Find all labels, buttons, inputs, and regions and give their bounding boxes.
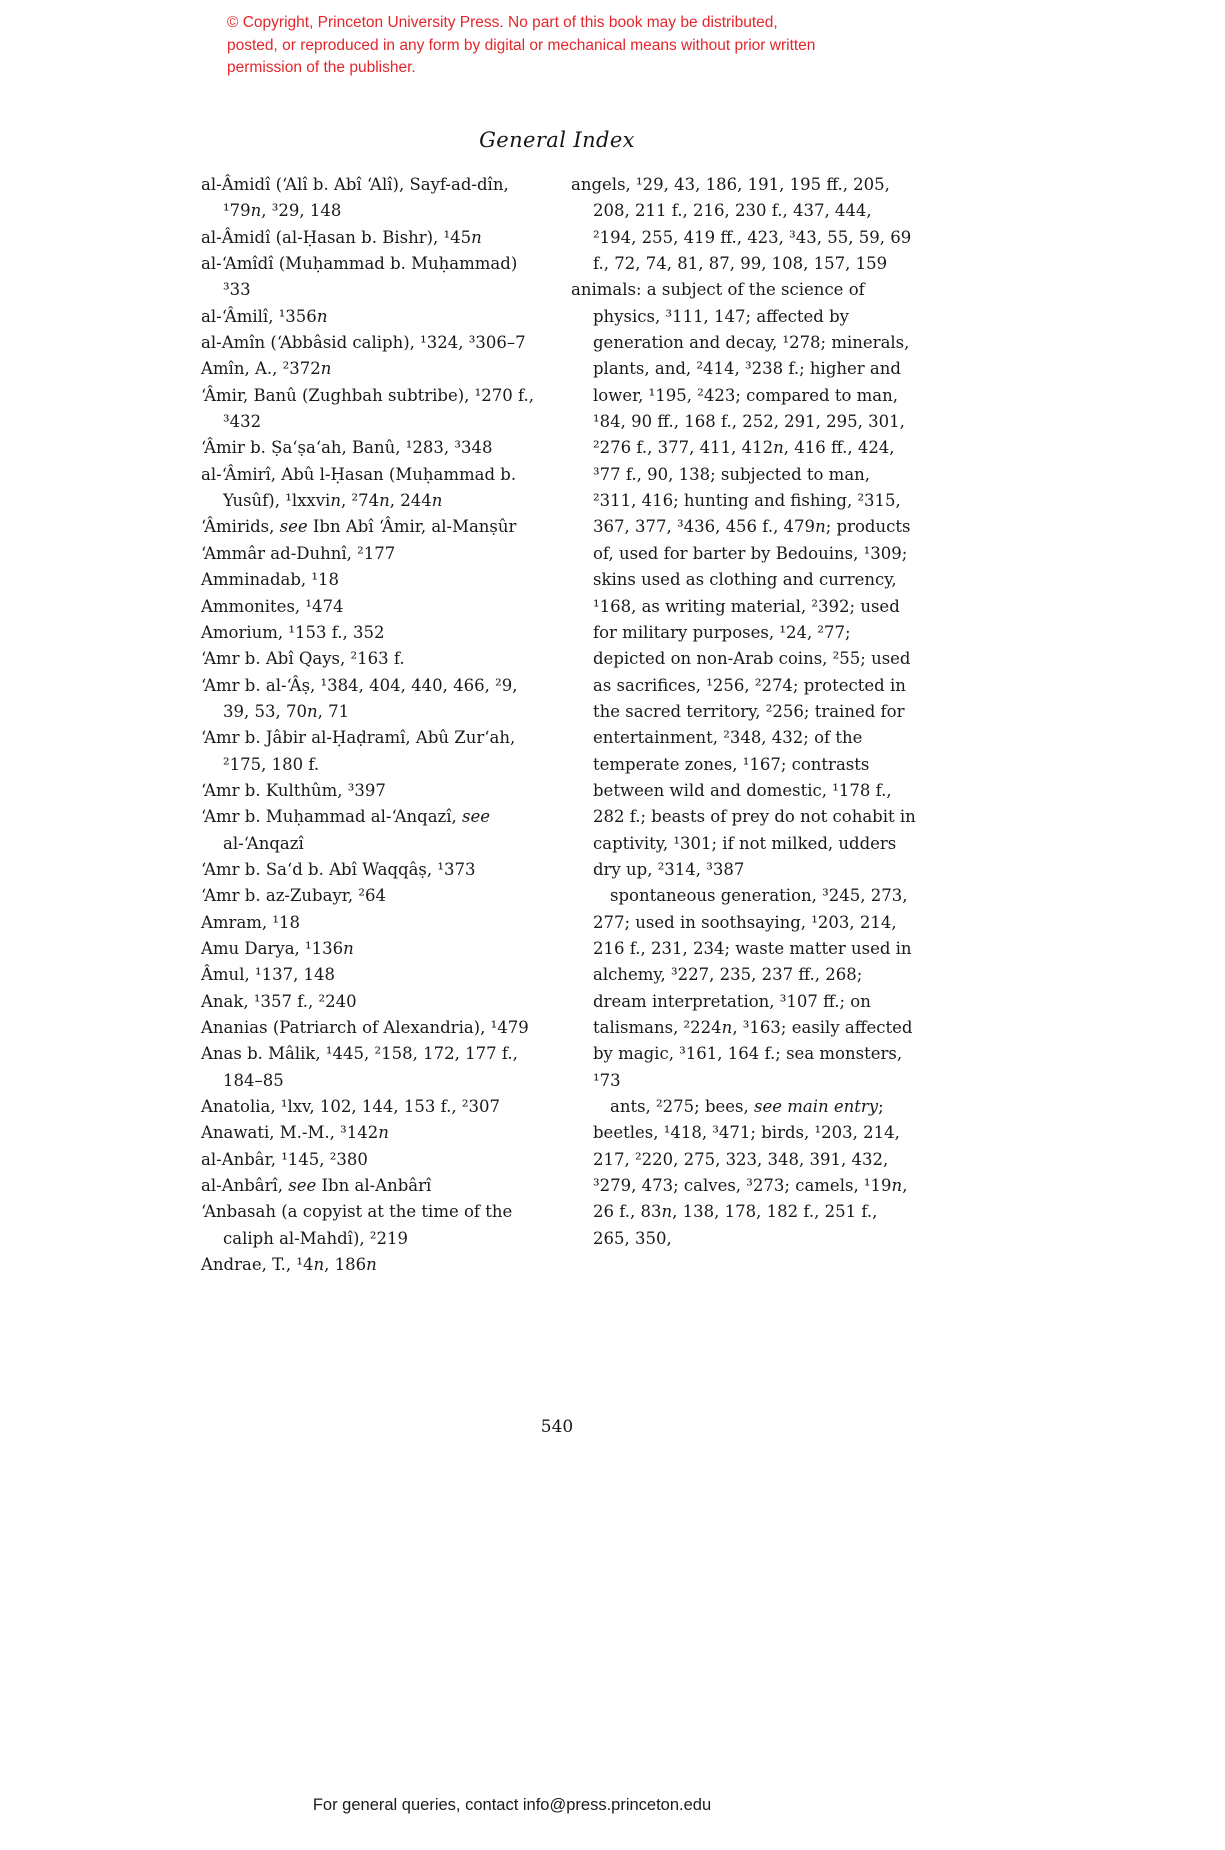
index-entry: ‘Amr b. Kulthûm, ³397 [201, 780, 386, 800]
index-entry: animals: a subject of the science of physics, ³111, 147; affected by generation and decay, ¹278; minerals, plants, and, ²414, ³238 f.; higher and lower, ¹195, ²423; compared to man, ¹84, 90 ff., 168 f., 252, 291, 295, 301, ²276 f., 377, 411, 412n, 416 ff., 424, ³77 f., 90, 138; subjected to man, ²311, 416; hunting and fishing, ²315, 367, 377, ³436, 456 f., 479n; products of, used for barter by Bedouins, ¹309; skins used as clothing and currency, ¹168, as writing material, ²392; used for military purposes, ¹24, ²77; depicted on non-Arab coins, ²55; used as sacrifices, ¹256, ²274; protected in the sacred territory, ²256; trained for entertainment, ²348, 432; of the temperate zones, ¹167; contrasts between wild and domestic, ¹178 f., 282 f.; beasts of prey do not cohabit in captivity, ¹301; if not milked, udders dry up, ²314, ³387 [571, 280, 916, 879]
index-entry: Amu Darya, ¹136n [201, 938, 354, 958]
index-right-column [571, 172, 917, 1278]
index-entry: ‘Amr b. Jâbir al-Ḥaḍramî, Abû Zur‘ah, ²175, 180 f. [201, 728, 516, 774]
index-entry: ‘Ammâr ad-Duhnî, ²177 [201, 543, 396, 563]
index-entry: al-Anbâr, ¹145, ²380 [201, 1149, 368, 1169]
index-entry: Andrae, T., ¹4n, 186n [201, 1255, 377, 1275]
index-entry: ‘Amr b. Abî Qays, ²163 f. [201, 649, 405, 669]
index-entry: ‘Amr b. al-‘Âṣ, ¹384, 404, 440, 466, ²9, 39, 53, 70n, 71 [201, 675, 518, 721]
index-entry: Amorium, ¹153 f., 352 [201, 622, 385, 642]
index-entry: angels, ¹29, 43, 186, 191, 195 ff., 205, 208, 211 f., 216, 230 f., 437, 444, ²194, 255, 419 ff., 423, ³43, 55, 59, 69 f., 72, 74, 81, 87, 99, 108, 157, 159 [571, 175, 912, 274]
index-entry: Amîn, A., ²372n [201, 359, 332, 379]
page-title: General Index [479, 128, 635, 152]
index-entry: ‘Amr b. Muḥammad al-‘Anqazî, see al-‘Anqazî [201, 807, 490, 853]
index-entry: al-‘Âmirî, Abû l-Ḥasan (Muḥammad b. Yusûf), ¹lxxvin, ²74n, 244n [201, 464, 517, 511]
index-entry: al-‘Amîdî (Muḥammad b. Muḥammad) ³33 [201, 254, 518, 300]
index-entry: Anas b. Mâlik, ¹445, ²158, 172, 177 f., 184–85 [201, 1044, 518, 1090]
index-entry: ‘Âmirids, see Ibn Abî ‘Âmir, al-Manṣûr [201, 517, 517, 537]
index-entry: al-Amîn (‘Abbâsid caliph), ¹324, ³306–7 [201, 333, 526, 353]
index-entry: Âmul, ¹137, 148 [201, 965, 336, 985]
index-entry: ‘Âmir b. Ṣa‘ṣa‘ah, Banû, ¹283, ³348 [201, 438, 493, 458]
index-entry: ‘Anbasah (a copyist at the time of the caliph al-Mahdî), ²219 [201, 1202, 513, 1248]
index-entry: ‘Amr b. az-Zubayr, ²64 [201, 886, 386, 906]
footer-query-line: For general queries, contact info@press.princeton.edu [312, 1796, 712, 1814]
page-number: 540 [540, 1417, 574, 1437]
index-entry: Anak, ¹357 f., ²240 [201, 991, 357, 1011]
copyright-notice: © Copyright, Princeton University Press. No part of this book may be distributed, posted, or reproduced in any form by digital or mechanical means without prior written permission of the publisher. [227, 14, 816, 76]
index-columns [201, 172, 917, 1278]
index-entry: ‘Amr b. Sa‘d b. Abî Waqqâṣ, ¹373 [201, 859, 476, 879]
index-entry: al-Âmidî (‘Alî b. Abî ‘Alî), Sayf-ad-dîn, ¹79n, ³29, 148 [201, 175, 509, 221]
index-entry: spontaneous generation, ³245, 273, 277; used in soothsaying, ¹203, 214, 216 f., 231, 234; waste matter used in alchemy, ³227, 235, 237 ff., 268; dream interpretation, ³107 ff.; on talismans, ²224n, ³163; easily affected by magic, ³161, 164 f.; sea monsters, ¹73 [593, 886, 913, 1090]
index-entry: al-Anbârî, see Ibn al-Anbârî [201, 1176, 432, 1196]
index-entry: al-Âmidî (al-Ḥasan b. Bishr), ¹45n [201, 227, 482, 247]
index-entry: Anatolia, ¹lxv, 102, 144, 153 f., ²307 [201, 1097, 500, 1117]
index-entry: ‘Âmir, Banû (Zughbah subtribe), ¹270 f., ³432 [201, 385, 535, 432]
index-entry: Anawati, M.-M., ³142n [201, 1123, 389, 1143]
index-entry: Ananias (Patriarch of Alexandria), ¹479 [201, 1018, 529, 1037]
index-entry: Amminadab, ¹18 [201, 570, 340, 590]
index-entry: al-‘Âmilî, ¹356n [201, 306, 328, 326]
index-entry: Amram, ¹18 [201, 912, 301, 932]
index-left-column [201, 172, 539, 1278]
index-entry: Ammonites, ¹474 [201, 596, 344, 616]
index-entry: ants, ²275; bees, see main entry; beetles, ¹418, ³471; birds, ¹203, 214, 217, ²220, 275, 323, 348, 391, 432, ³279, 473; calves, ³273; camels, ¹19n, 26 f., 83n, 138, 178, 182 f., 251 f., 265, 350, [593, 1097, 908, 1248]
